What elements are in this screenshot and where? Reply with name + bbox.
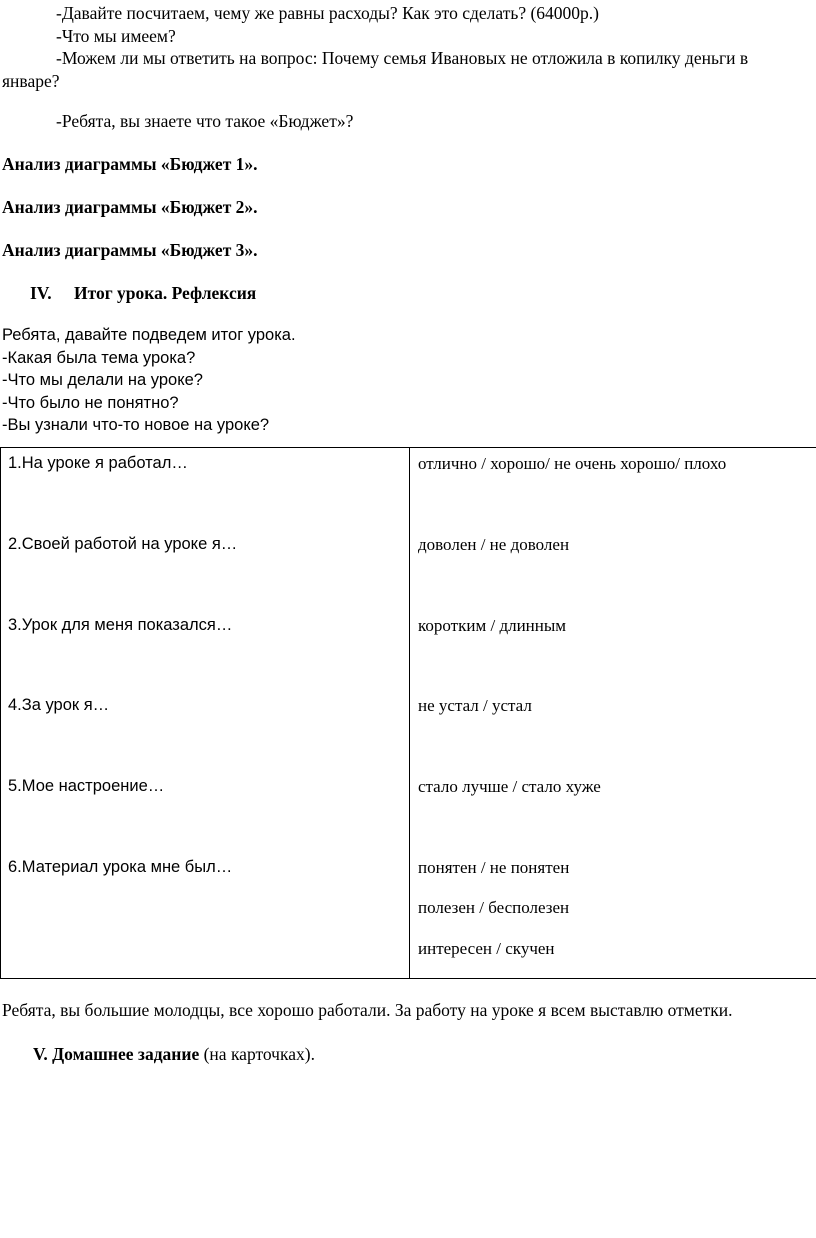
analysis-budget-3: Анализ диаграммы «Бюджет 3». <box>2 240 258 260</box>
prompt-satisfied: 2.Своей работой на уроке я… <box>8 535 238 553</box>
question-savings-part1: -Можем ли мы ответить на вопрос: Почему семья Ивановых не отложила в копилку деньги в <box>56 48 749 68</box>
closing-remark: Ребята, вы большие молодцы, все хорошо работали. За работу на уроке я всем выставлю отметки. <box>2 1000 733 1020</box>
prompt-tired: 4.За урок я… <box>8 696 110 714</box>
question-budget: -Ребята, вы знаете что такое «Бюджет»? <box>56 111 354 131</box>
summary-question-unclear: -Что было не понятно? <box>2 394 179 412</box>
section-v-note: (на карточках). <box>203 1044 315 1064</box>
reflection-options-cell <box>410 448 816 979</box>
section-iv-title: Итог урока. Рефлексия <box>74 283 257 303</box>
option-satisfied: доволен / не доволен <box>418 535 570 554</box>
question-savings-part2: январе? <box>2 71 60 91</box>
analysis-budget-2: Анализ диаграммы «Бюджет 2». <box>2 197 258 217</box>
option-worked: отлично / хорошо/ не очень хорошо/ плохо <box>418 454 727 473</box>
prompt-material: 6.Материал урока мне был… <box>8 858 233 876</box>
summary-question-what-did: -Что мы делали на уроке? <box>2 371 203 389</box>
option-mood: стало лучше / стало хуже <box>418 777 601 796</box>
section-iv-number: IV. <box>30 283 52 303</box>
question-what-we-have: -Что мы имеем? <box>56 26 176 46</box>
prompt-worked: 1.На уроке я работал… <box>8 454 188 472</box>
prompt-mood: 5.Мое настроение… <box>8 777 165 795</box>
analysis-budget-1: Анализ диаграммы «Бюджет 1». <box>2 154 258 174</box>
summary-question-topic: -Какая была тема урока? <box>2 349 196 367</box>
option-material-understood: понятен / не понятен <box>418 858 570 877</box>
section-v-title: Домашнее задание <box>52 1044 200 1064</box>
summary-question-new: -Вы узнали что-то новое на уроке? <box>2 416 270 434</box>
question-expenses: -Давайте посчитаем, чему же равны расходы? Как это сделать? (64000р.) <box>56 3 600 23</box>
summary-line-intro: Ребята, давайте подведем итог урока. <box>2 326 296 344</box>
table-row <box>1 448 816 979</box>
option-material-interesting: интересен / скучен <box>418 939 555 958</box>
reflection-prompts-cell <box>1 448 410 979</box>
prompt-lesson-length: 3.Урок для меня показался… <box>8 616 233 634</box>
section-v-number: V. <box>33 1044 48 1064</box>
option-material-useful: полезен / бесполезен <box>418 898 570 917</box>
section-v-heading <box>33 1043 315 1065</box>
reflection-table <box>0 447 816 979</box>
option-lesson-length: коротким / длинным <box>418 616 567 635</box>
option-tired: не устал / устал <box>418 696 532 715</box>
